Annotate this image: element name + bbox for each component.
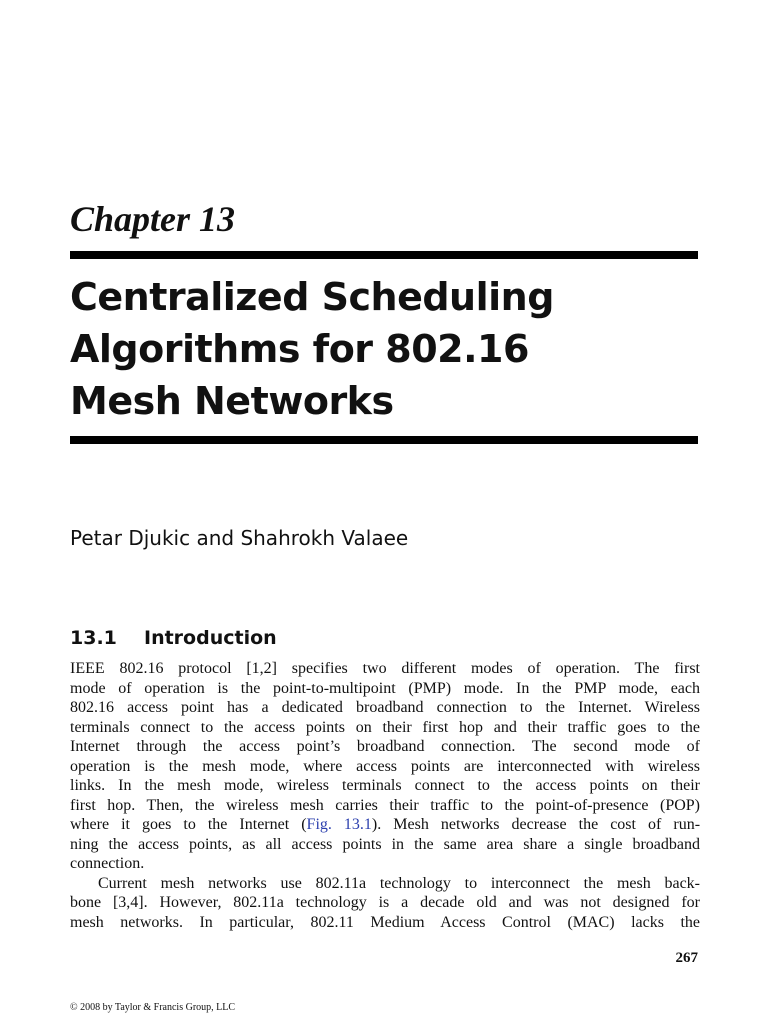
chapter-title-line: Mesh Networks — [70, 379, 394, 423]
chapter-title-line: Algorithms for 802.16 — [70, 327, 529, 371]
body-text-fragment: ). Mesh networks decrease the cost of run- — [371, 816, 701, 833]
figure-link[interactable]: Fig. 13.1 — [306, 816, 372, 833]
body-line: terminals connect to the access points on their first hop and their traffic goes to the — [70, 718, 700, 736]
body-line: IEEE 802.16 protocol [1,2] specifies two different modes of operation. The first — [70, 660, 700, 677]
page-number: 267 — [675, 950, 698, 966]
body-line: bone [3,4]. However, 802.11a technology is a decade old and was not designed for — [70, 894, 700, 911]
section-number: 13.1 — [70, 627, 117, 649]
chapter-authors: Petar Djukic and Shahrokh Valaee — [70, 526, 409, 550]
body-line: ning the access points, as all access points in the same area share a single broadband — [70, 835, 700, 853]
chapter-title — [70, 271, 700, 427]
section-title: Introduction — [144, 627, 277, 649]
bottom-rule — [70, 436, 698, 444]
chapter-title-line: Centralized Scheduling — [70, 275, 554, 319]
body-line: Internet through the access point’s broadband connection. The second mode of — [70, 738, 700, 755]
body-line: first hop. Then, the wireless mesh carries their traffic to the point-of-presence (POP) — [70, 796, 700, 814]
top-rule — [70, 251, 698, 259]
body-line: Current mesh networks use 802.11a technology to interconnect the mesh back- — [98, 874, 700, 892]
body-line: mode of operation is the point-to-multipoint (PMP) mode. In the PMP mode, each — [70, 679, 700, 697]
body-line: operation is the mesh mode, where access points are interconnected with wireless — [70, 757, 700, 775]
body-line: connection. — [70, 855, 145, 872]
body-paragraphs — [70, 659, 700, 932]
body-line: mesh networks. In particular, 802.11 Medium Access Control (MAC) lacks the — [70, 913, 700, 931]
section-heading — [70, 624, 277, 652]
body-text-fragment: where it goes to the Internet ( — [70, 816, 307, 833]
body-line: 802.16 access point has a dedicated broadband connection to the Internet. Wireless — [70, 699, 700, 716]
body-line — [70, 815, 700, 835]
body-line: links. In the mesh mode, wireless terminals connect to the access points on their — [70, 777, 700, 794]
copyright-notice: © 2008 by Taylor & Francis Group, LLC — [70, 1002, 236, 1013]
chapter-label: Chapter 13 — [70, 199, 236, 239]
